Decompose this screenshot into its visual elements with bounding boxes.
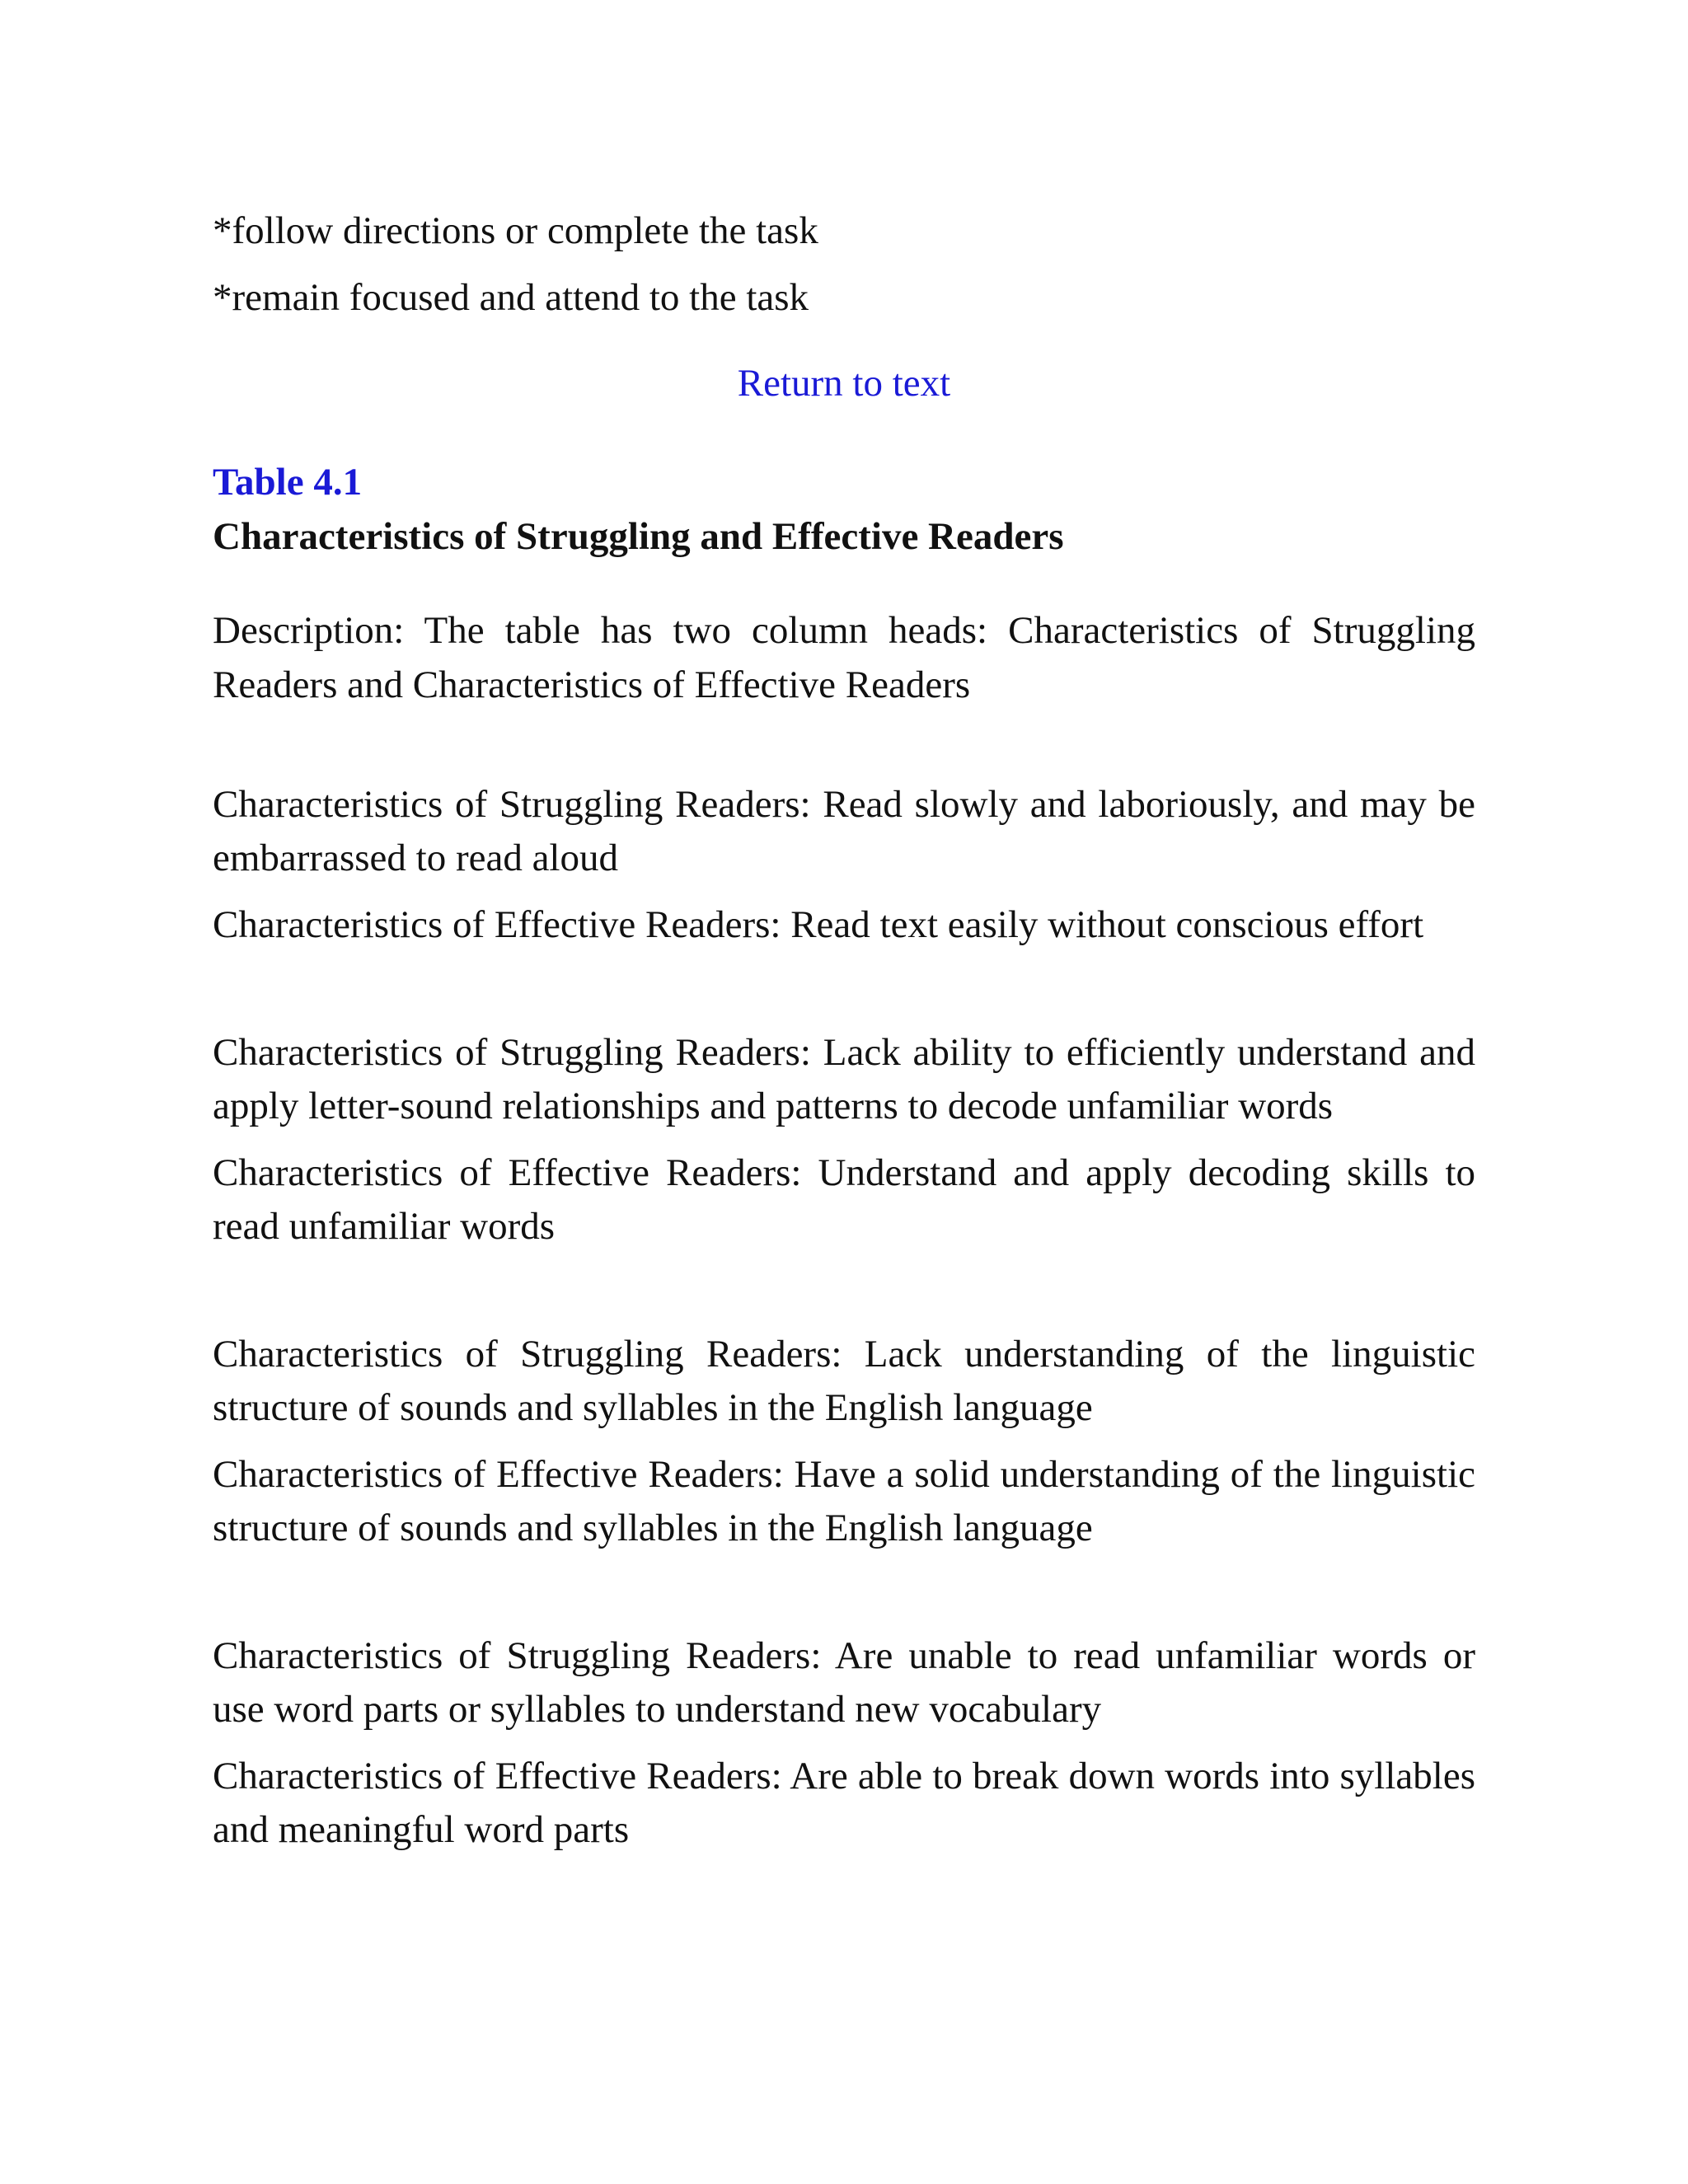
struggling-reader-entry: Characteristics of Struggling Readers: Lack understanding of the linguistic structure of sounds and syllables in the English language — [213, 1333, 1475, 1429]
effective-reader-entry: Characteristics of Effective Readers: Have a solid understanding of the linguistic structure of sounds and syllables in the English language — [213, 1453, 1475, 1549]
bullet-item: *remain focused and attend to the task — [213, 276, 809, 319]
table-label: Table 4.1 — [213, 461, 363, 504]
table-row — [213, 1026, 1475, 1254]
effective-reader-entry: Characteristics of Effective Readers: Understand and apply decoding skills to read unfamiliar words — [213, 1151, 1475, 1248]
bullet-item: *follow directions or complete the task — [213, 209, 818, 252]
table-title: Characteristics of Struggling and Effective Readers — [213, 515, 1064, 558]
table-row — [213, 778, 1475, 952]
struggling-reader-entry: Characteristics of Struggling Readers: Read slowly and laboriously, and may be embarrassed to read aloud — [213, 783, 1475, 879]
return-to-text-link[interactable]: Return to text — [737, 362, 951, 405]
table-row — [213, 1328, 1475, 1555]
table-rows — [213, 778, 1475, 1931]
table-description: Description: The table has two column heads: Characteristics of Struggling Readers and Characteristics of Effective Readers — [213, 609, 1475, 706]
struggling-reader-entry: Characteristics of Struggling Readers: Lack ability to efficiently understand and apply letter-sound relationships and patterns to decode unfamiliar words — [213, 1031, 1475, 1127]
bullet-list — [213, 198, 1475, 331]
struggling-reader-entry: Characteristics of Struggling Readers: Are unable to read unfamiliar words or use word parts or syllables to understand new vocabulary — [213, 1634, 1475, 1731]
effective-reader-entry: Characteristics of Effective Readers: Read text easily without conscious effort — [213, 903, 1424, 946]
table-row — [213, 1629, 1475, 1857]
effective-reader-entry: Characteristics of Effective Readers: Are able to break down words into syllables and meaningful word parts — [213, 1755, 1475, 1851]
